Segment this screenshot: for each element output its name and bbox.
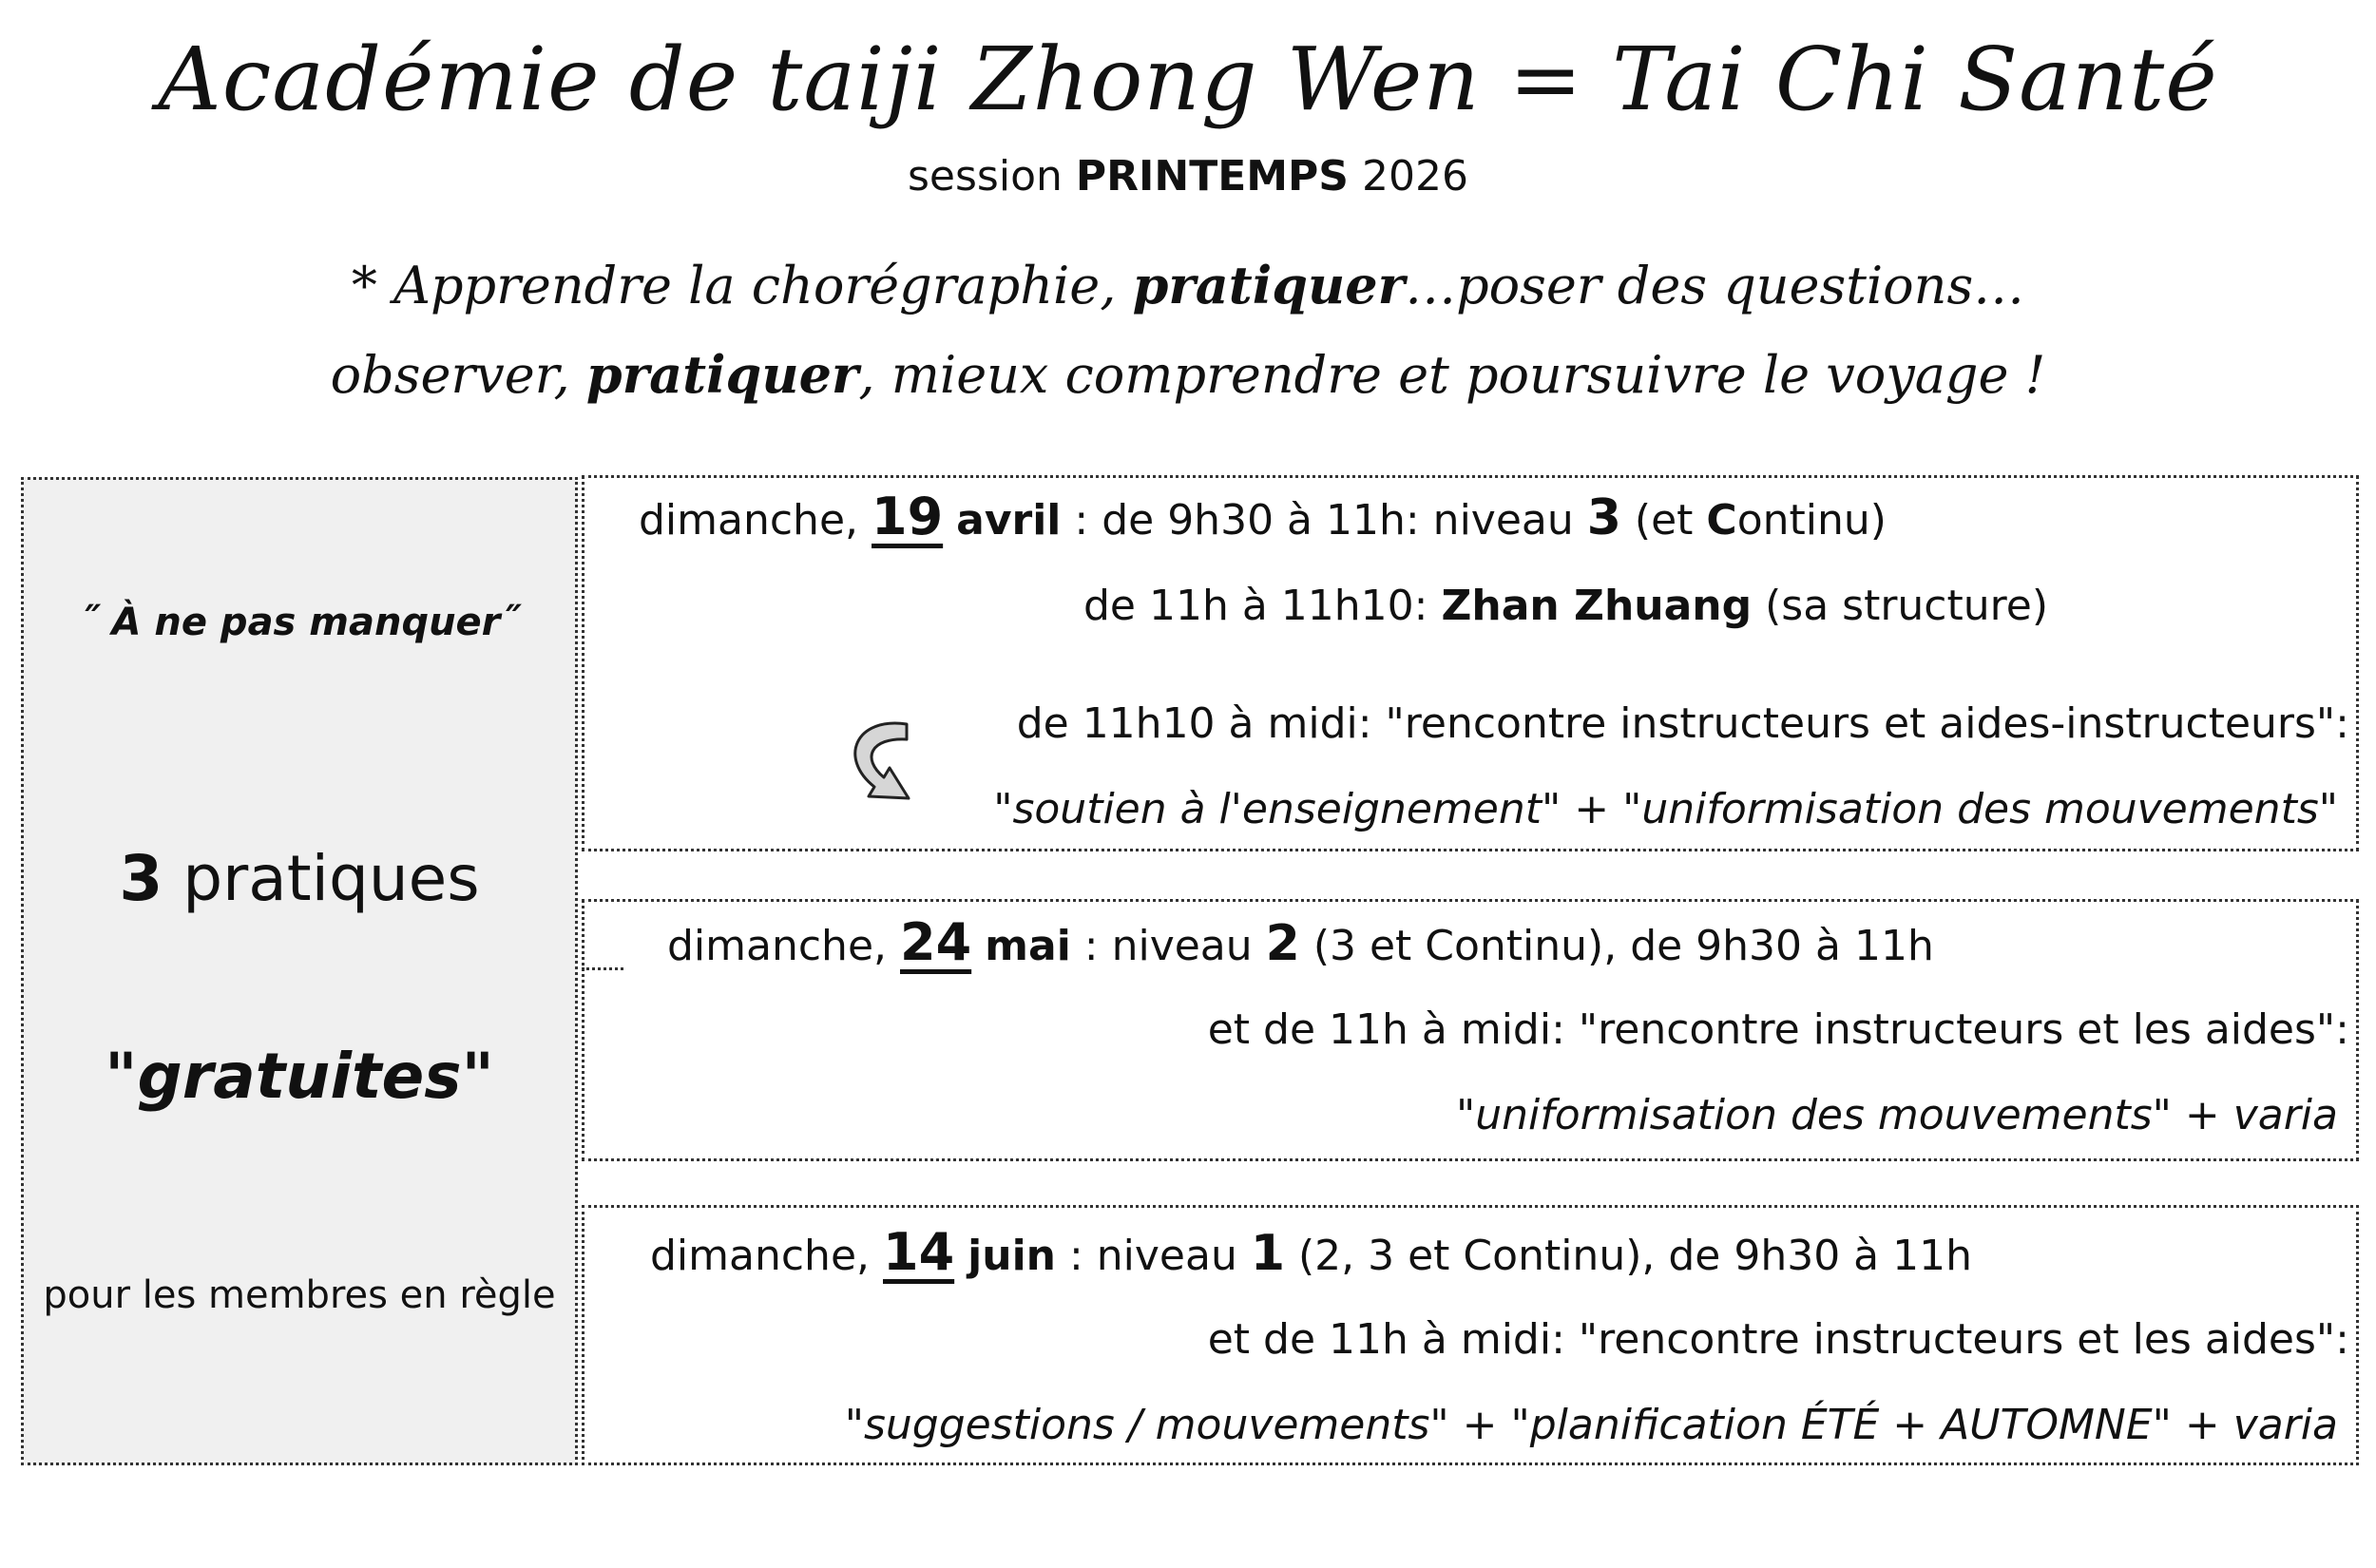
day-label: dimanche, xyxy=(650,1232,870,1280)
session-1-line-2 xyxy=(1083,582,2048,630)
session-2-line-1 xyxy=(667,912,1934,972)
session-1-topics: "soutien à l'enseignement" + "uniformisation des mouvements" xyxy=(993,785,2338,833)
zhan-zhuang-label: Zhan Zhuang xyxy=(1441,582,1753,630)
session-3-line-3 xyxy=(845,1401,2338,1449)
month-label: juin xyxy=(968,1232,1056,1280)
session-prefix: session xyxy=(908,152,1063,201)
session-2-line-3 xyxy=(1456,1091,2338,1139)
session-line xyxy=(0,152,2376,201)
separator: : xyxy=(1055,1232,1097,1280)
separator: : xyxy=(1070,922,1112,970)
schedule-text: niveau xyxy=(1111,922,1266,970)
continu-initial: C xyxy=(1706,496,1737,545)
motto-emphasis: pratiquer xyxy=(585,344,859,405)
count-number: 3 xyxy=(119,842,163,915)
schedule-text: (et xyxy=(1620,496,1707,545)
separator: : xyxy=(1061,496,1102,545)
month-label: avril xyxy=(956,496,1062,545)
motto-text: * Apprendre la chorégraphie, xyxy=(351,256,1133,316)
date-number: 24 xyxy=(900,912,972,972)
session-2-topics: "uniformisation des mouvements" + varia xyxy=(1455,1091,2338,1139)
motto-line-2 xyxy=(0,344,2376,405)
date-number: 14 xyxy=(883,1222,955,1282)
level-number: 3 xyxy=(1586,489,1621,546)
free-label: "gratuites" xyxy=(105,1040,494,1113)
date-number: 19 xyxy=(872,487,944,546)
session-3-topics: "suggestions / mouvements" + "planification ÉTÉ + AUTOMNE" + varia xyxy=(844,1401,2338,1449)
session-1-line-1 xyxy=(639,487,1887,546)
curved-arrow-icon xyxy=(836,711,922,815)
day-label: dimanche, xyxy=(639,496,858,545)
schedule-text: (sa structure) xyxy=(1752,582,2048,630)
practice-count xyxy=(21,842,578,915)
motto-text: …poser des questions… xyxy=(1405,256,2025,316)
month-label: mai xyxy=(985,922,1071,970)
members-note: pour les membres en règle xyxy=(43,1273,556,1317)
schedule-text: ontinu) xyxy=(1736,496,1887,545)
session-1-line-3: de 11h10 à midi: "rencontre instructeurs et aides-instructeurs": xyxy=(1016,699,2349,748)
session-year: 2026 xyxy=(1362,152,1468,201)
schedule-text: de 11h à 11h10: xyxy=(1083,582,1442,630)
session-2-line-2: et de 11h à midi: "rencontre instructeurs et les aides": xyxy=(1207,1005,2349,1054)
motto-text: , mieux comprendre et poursuivre le voyage ! xyxy=(858,345,2046,405)
motto-text: observer, xyxy=(330,345,586,405)
count-label: pratiques xyxy=(182,842,480,915)
schedule-text: (3 et Continu), de 9h30 à 11h xyxy=(1299,922,1934,970)
not-to-miss-label: ˝ À ne pas manquer˝ xyxy=(79,601,520,644)
level-number: 2 xyxy=(1265,915,1300,972)
document-title: Académie de taiji Zhong Wen = Tai Chi Santé xyxy=(158,29,2218,130)
level-number: 1 xyxy=(1250,1225,1286,1282)
motto-line-1 xyxy=(0,255,2376,316)
session-name: PRINTEMPS xyxy=(1075,152,1349,201)
motto-emphasis: pratiquer xyxy=(1132,255,1406,316)
day-label: dimanche, xyxy=(667,922,887,970)
session-3-line-1 xyxy=(650,1222,1972,1282)
schedule-text: (2, 3 et Continu), de 9h30 à 11h xyxy=(1285,1232,1973,1280)
schedule-text: niveau xyxy=(1096,1232,1251,1280)
connector-line xyxy=(582,967,623,970)
schedule-text: de 9h30 à 11h: niveau xyxy=(1102,496,1587,545)
session-3-line-2: et de 11h à midi: "rencontre instructeurs et les aides": xyxy=(1207,1315,2349,1364)
session-1-line-4 xyxy=(993,785,2338,833)
